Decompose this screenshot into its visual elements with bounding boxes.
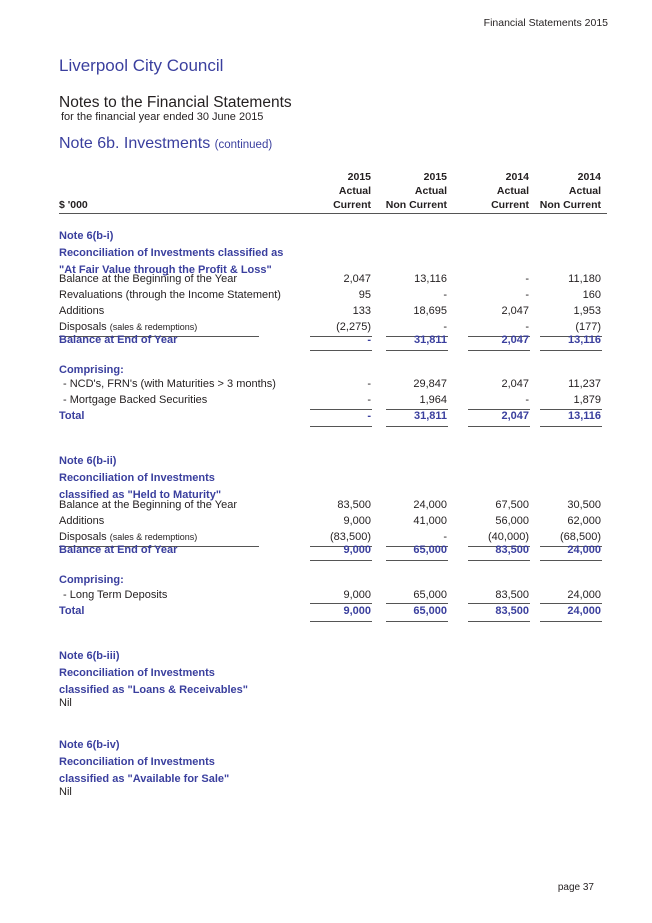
note-title bbox=[59, 135, 272, 153]
cell: 95 bbox=[358, 289, 371, 301]
cell: - bbox=[367, 394, 371, 406]
cell: 2,047 bbox=[501, 334, 529, 346]
col-year: 2014 bbox=[505, 171, 529, 183]
cell: 83,500 bbox=[495, 589, 529, 601]
col-year: 2015 bbox=[347, 171, 371, 183]
cell: 41,000 bbox=[413, 515, 447, 527]
cell: 31,811 bbox=[413, 410, 447, 422]
cell: - bbox=[525, 289, 529, 301]
cell: 24,000 bbox=[567, 544, 601, 556]
col-type: Non Current bbox=[385, 199, 447, 211]
section-title-line: classified as "Held to Maturity" bbox=[59, 489, 222, 501]
total-line bbox=[386, 560, 448, 561]
comprising-label: Comprising: bbox=[59, 364, 124, 376]
cell: 13,116 bbox=[567, 334, 601, 346]
row-label-main: Disposals bbox=[59, 321, 107, 333]
cell: 67,500 bbox=[495, 499, 529, 511]
section-title-line: Note 6(b-iii) bbox=[59, 650, 120, 662]
cell: 2,047 bbox=[501, 305, 529, 317]
row-label: - NCD's, FRN's (with Maturities > 3 months) bbox=[63, 378, 276, 390]
total-line bbox=[468, 621, 530, 622]
cell: 11,237 bbox=[568, 378, 601, 390]
col-type: Non Current bbox=[539, 199, 601, 211]
cell: 160 bbox=[582, 289, 601, 301]
cell: 65,000 bbox=[413, 605, 447, 617]
col-actual: Actual bbox=[496, 185, 529, 197]
total-row bbox=[59, 542, 607, 559]
total-line bbox=[310, 560, 372, 561]
col-type: Current bbox=[491, 199, 529, 211]
row-label-note: (sales & redemptions) bbox=[109, 532, 198, 542]
section-title-line: Reconciliation of Investments bbox=[59, 756, 215, 768]
cell: 83,500 bbox=[495, 544, 529, 556]
row-label: Total bbox=[59, 410, 85, 422]
cell: 1,964 bbox=[419, 394, 447, 406]
total-line bbox=[386, 350, 448, 351]
total-line bbox=[386, 426, 448, 427]
cell: (68,500) bbox=[560, 531, 601, 543]
total-line bbox=[310, 426, 372, 427]
cell: 18,695 bbox=[413, 305, 447, 317]
cell: - bbox=[443, 321, 447, 333]
col-year: 2014 bbox=[577, 171, 601, 183]
cell: 83,500 bbox=[495, 605, 529, 617]
section-title-line: classified as "Available for Sale" bbox=[59, 773, 230, 785]
cell: 83,500 bbox=[337, 499, 371, 511]
nil-text: Nil bbox=[59, 697, 72, 709]
cell: (177) bbox=[575, 321, 601, 333]
col-type: Current bbox=[333, 199, 371, 211]
note-title-main: Note 6b. Investments bbox=[59, 135, 211, 152]
total-line bbox=[540, 350, 602, 351]
table-row bbox=[59, 587, 607, 604]
row-label-main: Disposals bbox=[59, 531, 107, 543]
section-title-line: "At Fair Value through the Profit & Loss" bbox=[59, 264, 272, 276]
cell: (2,275) bbox=[336, 321, 371, 333]
total-row bbox=[59, 603, 607, 620]
total-line bbox=[468, 426, 530, 427]
total-line bbox=[540, 426, 602, 427]
cell: 9,000 bbox=[343, 605, 371, 617]
cell: 11,180 bbox=[568, 273, 601, 285]
row-label: Balance at End of Year bbox=[59, 334, 178, 346]
cell: 24,000 bbox=[567, 589, 601, 601]
row-label: Balance at End of Year bbox=[59, 544, 178, 556]
cell: 24,000 bbox=[413, 499, 447, 511]
table-row bbox=[59, 287, 607, 304]
organization-name: Liverpool City Council bbox=[59, 56, 224, 75]
total-line bbox=[310, 621, 372, 622]
table-row bbox=[59, 513, 607, 530]
row-label: Additions bbox=[59, 515, 105, 527]
cell: 9,000 bbox=[343, 515, 371, 527]
note-title-continued: (continued) bbox=[214, 139, 273, 151]
total-line bbox=[386, 621, 448, 622]
cell: (83,500) bbox=[330, 531, 371, 543]
col-year: 2015 bbox=[423, 171, 447, 183]
cell: 133 bbox=[352, 305, 371, 317]
section-title-line: Note 6(b-iv) bbox=[59, 739, 120, 751]
cell: - bbox=[525, 394, 529, 406]
total-line bbox=[468, 560, 530, 561]
cell: 30,500 bbox=[567, 499, 601, 511]
document-label: Financial Statements 2015 bbox=[483, 17, 608, 29]
cell: - bbox=[525, 321, 529, 333]
cell: 31,811 bbox=[413, 334, 447, 346]
cell: (40,000) bbox=[488, 531, 529, 543]
total-row bbox=[59, 408, 607, 425]
section-title-line: Reconciliation of Investments classified as bbox=[59, 247, 284, 259]
total-line bbox=[540, 560, 602, 561]
row-label: - Long Term Deposits bbox=[63, 589, 168, 601]
section-title bbox=[59, 648, 248, 699]
total-line bbox=[468, 350, 530, 351]
row-label-note: (sales & redemptions) bbox=[109, 322, 198, 332]
cell: 29,847 bbox=[413, 378, 447, 390]
cell: 2,047 bbox=[343, 273, 371, 285]
cell: 24,000 bbox=[567, 605, 601, 617]
row-label: Balance at the Beginning of the Year bbox=[59, 499, 237, 511]
cell: - bbox=[443, 531, 447, 543]
page-number: page 37 bbox=[557, 882, 594, 893]
cell: 1,879 bbox=[573, 394, 601, 406]
notes-title: Notes to the Financial Statements bbox=[59, 94, 292, 111]
cell: 56,000 bbox=[495, 515, 529, 527]
cell: - bbox=[443, 289, 447, 301]
section-title-line: Note 6(b-i) bbox=[59, 230, 114, 242]
cell: 9,000 bbox=[343, 544, 371, 556]
table-row bbox=[59, 303, 607, 320]
table-row bbox=[59, 392, 607, 409]
total-row bbox=[59, 332, 607, 349]
cell: 65,000 bbox=[413, 589, 447, 601]
cell: 65,000 bbox=[413, 544, 447, 556]
table-row bbox=[59, 497, 607, 514]
cell: 2,047 bbox=[501, 378, 529, 390]
section-title-line: classified as "Loans & Receivables" bbox=[59, 684, 248, 696]
section-title-line: Reconciliation of Investments bbox=[59, 472, 215, 484]
nil-text: Nil bbox=[59, 786, 72, 798]
total-line bbox=[310, 350, 372, 351]
col-actual: Actual bbox=[338, 185, 371, 197]
cell: 2,047 bbox=[501, 410, 529, 422]
row-label: Additions bbox=[59, 305, 105, 317]
row-label: Total bbox=[59, 605, 85, 617]
total-line bbox=[540, 621, 602, 622]
cell: - bbox=[525, 273, 529, 285]
unit-label: $ '000 bbox=[59, 199, 88, 211]
section-title-line: Reconciliation of Investments bbox=[59, 667, 215, 679]
col-actual: Actual bbox=[414, 185, 447, 197]
cell: - bbox=[367, 378, 371, 390]
cell: 13,116 bbox=[567, 410, 601, 422]
comprising-label: Comprising: bbox=[59, 574, 124, 586]
cell: - bbox=[367, 410, 371, 422]
cell: 13,116 bbox=[414, 273, 447, 285]
cell: 62,000 bbox=[567, 515, 601, 527]
section-title bbox=[59, 737, 229, 788]
cell: - bbox=[367, 334, 371, 346]
header-divider bbox=[59, 213, 607, 214]
row-label: Balance at the Beginning of the Year bbox=[59, 273, 237, 285]
notes-subtitle: for the financial year ended 30 June 2015 bbox=[61, 111, 264, 123]
cell: 9,000 bbox=[343, 589, 371, 601]
table-row bbox=[59, 271, 607, 288]
row-label: Revaluations (through the Income Statement) bbox=[59, 289, 281, 301]
cell: 1,953 bbox=[573, 305, 601, 317]
table-row bbox=[59, 376, 607, 393]
row-label: - Mortgage Backed Securities bbox=[63, 394, 208, 406]
col-actual: Actual bbox=[568, 185, 601, 197]
section-title-line: Note 6(b-ii) bbox=[59, 455, 117, 467]
